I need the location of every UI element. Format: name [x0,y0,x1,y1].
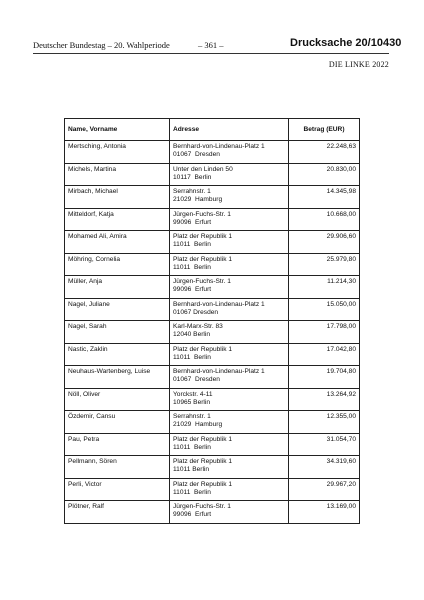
donation-amount: 13.169,00 [289,501,360,524]
donor-name: Möhring, Cornelia [65,253,170,276]
donation-amount: 17.798,00 [289,321,360,344]
donor-address [170,298,289,321]
donor-address [170,208,289,231]
address-city: 11011 Berlin [173,241,211,249]
table-row [65,388,360,411]
donor-name: Mertsching, Antonia [65,141,170,164]
table-row [65,433,360,456]
donor-address [170,321,289,344]
address-street: Unter den Linden 50 [173,165,233,173]
document-number-value: 10430 [370,37,402,49]
column-header-name: Name, Vorname [65,119,170,141]
donor-address [170,186,289,209]
donor-address [170,501,289,524]
address-street: Platz der Republik 1 [173,233,233,240]
donation-amount: 29.967,20 [289,478,360,501]
donor-name: Nagel, Juliane [65,298,170,321]
donor-address [170,366,289,389]
donor-name: Nagel, Sarah [65,321,170,344]
address-city: 11011 Berlin [173,353,211,361]
address-street: Platz der Republik 1 [173,458,233,465]
table-row [65,478,360,501]
donor-address [170,433,289,456]
party-year-label: DIE LINKE 2022 [328,60,389,69]
donor-name: Plötner, Ralf [65,501,170,524]
donation-amount: 12.355,00 [289,411,360,434]
table-row [65,141,360,164]
table-row [65,456,360,479]
donor-address [170,411,289,434]
table-row [65,343,360,366]
address-street: Jürgen-Fuchs-Str. 1 [173,210,231,218]
address-city: 01067 Dresden [173,376,220,384]
donor-name: Pau, Petra [65,433,170,456]
donation-amount: 17.042,80 [289,343,360,366]
donor-name: Perli, Victor [65,478,170,501]
address-street: Jürgen-Fuchs-Str. 1 [173,278,231,285]
donor-name: Nöll, Oliver [65,388,170,411]
donation-amount: 22.248,63 [289,141,360,164]
header-divider [33,53,389,54]
address-street: Bernhard-von-Lindenau-Platz 1 [173,143,265,150]
address-street: Serrahnstr. 1 [173,413,211,420]
address-city: 11011 Berlin [173,443,211,451]
address-street: Platz der Republik 1 [173,480,233,488]
table-header-row [65,119,360,141]
donor-address [170,343,289,366]
donor-table [64,118,360,524]
address-city: 21029 Hamburg [173,196,223,204]
address-city: 10117 Berlin [173,173,212,181]
address-street: Karl-Marx-Str. 83 [173,323,223,330]
donation-amount: 31.054,70 [289,433,360,456]
donor-name: Michels, Martina [65,163,170,186]
table-row [65,163,360,186]
table-row [65,253,360,276]
donor-address [170,388,289,411]
donor-address [170,478,289,501]
donation-amount: 13.264,92 [289,388,360,411]
address-street: Bernhard-von-Lindenau-Platz 1 [173,368,265,375]
donation-amount: 25.979,80 [289,253,360,276]
donation-amount: 29.906,60 [289,231,360,254]
table-row [65,276,360,299]
donor-name: Pellmann, Sören [65,456,170,479]
donation-amount: 14.345,98 [289,186,360,209]
address-street: Serrahnstr. 1 [173,188,211,195]
table-row [65,501,360,524]
donation-amount: 11.214,30 [289,276,360,299]
address-city: 01067 Dresden [173,308,219,316]
address-city: 99096 Erfurt [173,511,212,519]
address-city: 10965 Berlin [173,398,211,406]
donation-amount: 19.704,80 [289,366,360,389]
address-city: 01067 Dresden [173,151,220,159]
table-row [65,231,360,254]
donor-address [170,163,289,186]
address-city: 99096 Erfurt [173,286,212,294]
address-street: Yorckstr. 4-11 [173,390,213,398]
document-number-label: Drucksache 20/ [290,37,371,49]
donor-name: Mohamed Ali, Amira [65,231,170,254]
address-street: Jürgen-Fuchs-Str. 1 [173,503,231,510]
address-city: 21029 Hamburg [173,421,223,429]
donor-name: Mitteldorf, Katja [65,208,170,231]
table-row [65,298,360,321]
document-number [290,37,401,49]
column-header-amount: Betrag (EUR) [289,119,360,141]
donor-name: Neuhaus-Wartenberg, Luise [65,366,170,389]
page-number: – 361 – [198,40,224,50]
address-street: Platz der Republik 1 [173,255,233,263]
donor-name: Mirbach, Michael [65,186,170,209]
address-city: 99096 Erfurt [173,218,212,226]
table-row [65,366,360,389]
donor-name: Nastic, Zaklin [65,343,170,366]
donor-address [170,141,289,164]
table-row [65,411,360,434]
donation-amount: 34.319,60 [289,456,360,479]
address-street: Bernhard-von-Lindenau-Platz 1 [173,300,265,308]
donor-address [170,231,289,254]
donor-name: Müller, Anja [65,276,170,299]
donor-address [170,456,289,479]
address-street: Platz der Republik 1 [173,345,233,353]
donation-amount: 15.050,00 [289,298,360,321]
address-street: Platz der Republik 1 [173,435,233,443]
column-header-address: Adresse [170,119,289,141]
table-row [65,321,360,344]
address-city: 11011 Berlin [173,466,210,474]
address-city: 12040 Berlin [173,331,211,339]
donor-name: Özdemir, Cansu [65,411,170,434]
header-period: Deutscher Bundestag – 20. Wahlperiode [33,40,170,50]
donor-address [170,276,289,299]
donation-amount: 20.830,00 [289,163,360,186]
address-city: 11011 Berlin [173,488,211,496]
donation-amount: 10.668,00 [289,208,360,231]
table-row [65,186,360,209]
donor-address [170,253,289,276]
address-city: 11011 Berlin [173,263,211,271]
table-row [65,208,360,231]
